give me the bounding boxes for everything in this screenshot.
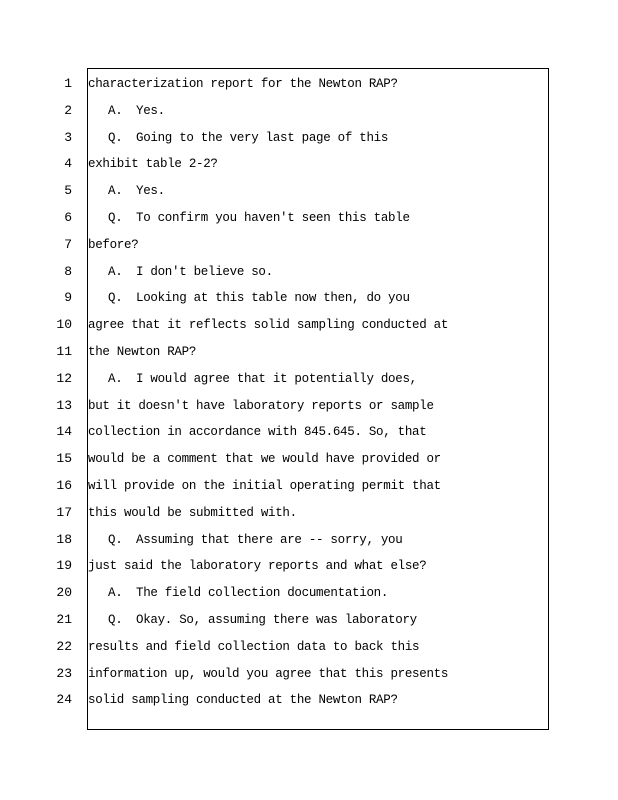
line-number: 4: [64, 156, 72, 172]
line-number: 7: [64, 236, 72, 252]
transcript-line: [88, 209, 410, 227]
question-marker: Q.: [108, 211, 123, 225]
line-number: 10: [56, 317, 72, 333]
transcript-line-text: collection in accordance with 845.645. So, that: [88, 425, 427, 440]
transcript-line: [88, 397, 434, 415]
transcript-line-text: Going to the very last page of this: [136, 130, 389, 145]
transcript-line: [88, 370, 417, 388]
line-number: 21: [56, 612, 72, 627]
transcript-line-text: but it doesn't have laboratory reports or sample: [88, 398, 434, 413]
transcript-line: [88, 316, 448, 334]
transcript-line-text: characterization report for the Newton RAP?: [88, 77, 398, 91]
transcript-line-text: this would be submitted with.: [88, 505, 297, 520]
transcript-line-text: exhibit table 2-2?: [88, 157, 218, 172]
question-marker: Q.: [108, 291, 123, 306]
transcript-line: [88, 691, 398, 709]
transcript-line-text: information up, would you agree that this presents: [88, 666, 449, 681]
line-number: 14: [56, 424, 72, 440]
question-marker: Q.: [108, 613, 123, 627]
answer-marker: A.: [108, 184, 123, 199]
line-number: 18: [56, 531, 72, 547]
line-number: 8: [64, 263, 72, 279]
transcript-line-text: just said the laboratory reports and what else?: [88, 559, 427, 574]
transcript-line-text: Okay. So, assuming there was laboratory: [136, 613, 417, 627]
transcript-line: [88, 611, 417, 629]
transcript-line-text: will provide on the initial operating permit that: [88, 479, 441, 493]
answer-marker: A.: [108, 103, 123, 118]
transcript-line-text: Yes.: [136, 184, 165, 199]
line-number: 19: [56, 558, 72, 574]
line-number: 16: [56, 478, 72, 493]
line-number: 1: [64, 76, 72, 91]
transcript-line-text: before?: [88, 237, 139, 252]
transcript-line-text: I would agree that it potentially does,: [136, 371, 417, 386]
line-number: 6: [64, 210, 72, 225]
line-number: 11: [56, 344, 72, 359]
transcript-line: [88, 263, 273, 281]
transcript-line-text: would be a comment that we would have provided or: [88, 452, 441, 467]
transcript-line: [88, 557, 426, 575]
line-number: 2: [64, 102, 72, 118]
transcript-line: [88, 477, 441, 495]
line-number: 20: [56, 585, 72, 601]
transcript-line: [88, 182, 165, 200]
transcript-line-text: Yes.: [136, 103, 165, 118]
line-number: 17: [56, 504, 72, 520]
transcript-line: [88, 665, 448, 683]
line-number: 12: [56, 370, 72, 386]
transcript-line: [88, 343, 196, 361]
line-number: 24: [56, 692, 72, 708]
line-number: 13: [56, 397, 72, 413]
transcript-line: [88, 504, 297, 522]
transcript-line: [88, 531, 402, 549]
transcript-line-text: agree that it reflects solid sampling conducted at: [88, 318, 449, 333]
transcript-line-text: To confirm you haven't seen this table: [136, 211, 410, 225]
transcript-line-text: I don't believe so.: [136, 264, 273, 279]
transcript-line: [88, 129, 388, 147]
transcript-line-text: Looking at this table now then, do you: [136, 291, 410, 306]
line-number: 15: [56, 451, 72, 467]
line-number: 23: [56, 665, 72, 681]
line-number: 9: [64, 290, 72, 306]
transcript-line-text: The field collection documentation.: [136, 586, 389, 601]
transcript-line: [88, 155, 218, 173]
transcript-line: [88, 75, 398, 93]
answer-marker: A.: [108, 586, 123, 601]
transcript-line-text: results and field collection data to back this: [88, 639, 420, 654]
question-marker: Q.: [108, 532, 123, 547]
transcript-line: [88, 638, 419, 656]
answer-marker: A.: [108, 264, 123, 279]
answer-marker: A.: [108, 371, 123, 386]
line-number: 3: [64, 129, 72, 145]
transcript-line-text: Assuming that there are -- sorry, you: [136, 532, 403, 547]
transcript-line: [88, 423, 426, 441]
transcript-line-text: the Newton RAP?: [88, 345, 197, 359]
question-marker: Q.: [108, 130, 123, 145]
transcript-line: [88, 450, 441, 468]
transcript-line: [88, 102, 165, 120]
transcript-line: [88, 236, 138, 254]
line-number: 22: [56, 638, 72, 654]
transcript-line: [88, 584, 388, 602]
transcript-line-text: solid sampling conducted at the Newton RAP?: [88, 693, 398, 708]
line-number: 5: [64, 183, 72, 199]
transcript-line: [88, 289, 410, 307]
